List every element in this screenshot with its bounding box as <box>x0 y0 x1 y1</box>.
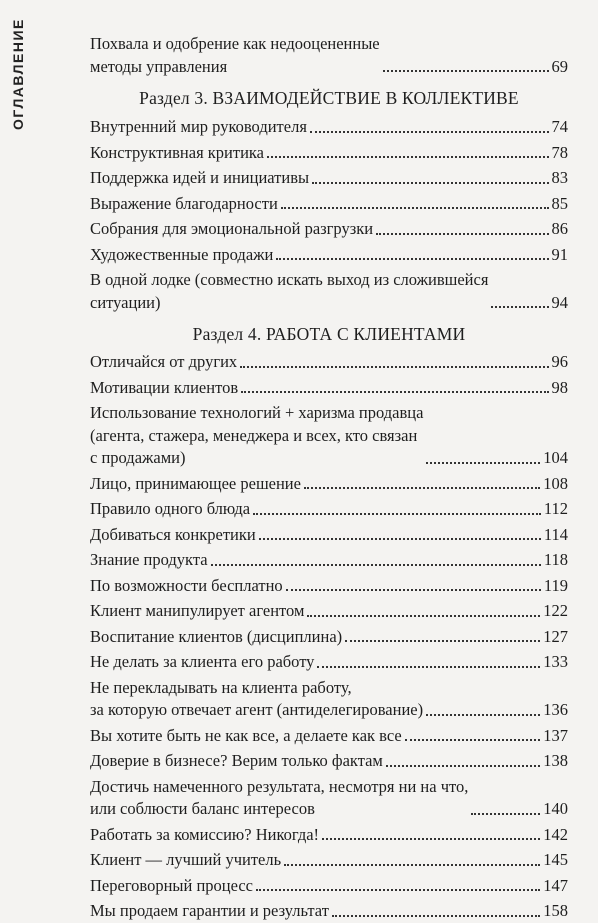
toc-entry-page-number: 86 <box>551 219 568 238</box>
toc-entry-title <box>90 725 402 748</box>
toc-entry-title-line: Собрания для эмоциональной разгрузки <box>90 219 374 238</box>
dot-leader <box>286 589 541 591</box>
toc-entry[interactable] <box>90 549 568 572</box>
toc-entry-page-number: 108 <box>543 473 568 493</box>
toc-entry-title <box>90 351 237 374</box>
toc-entry-title-line: Выражение благодарности <box>90 193 278 213</box>
toc-entry-page-number: 140 <box>543 799 568 818</box>
dot-leader <box>376 233 548 235</box>
toc-entry-title-line: Добиваться конкретики <box>90 524 256 544</box>
toc-entry-title <box>90 244 273 267</box>
dot-leader <box>281 207 549 209</box>
toc-entry-title <box>90 33 380 78</box>
toc-entry-title-line: Мы продаем гарантии и результат <box>90 901 329 920</box>
toc-entry-title-line: Поддержка идей и инициативы <box>90 168 310 187</box>
dot-leader <box>310 131 549 133</box>
toc-entry-title <box>90 626 342 649</box>
toc-entry[interactable] <box>90 351 568 374</box>
toc-entry[interactable] <box>90 750 568 773</box>
toc-entry[interactable] <box>90 116 568 139</box>
toc-entry[interactable] <box>90 600 568 623</box>
toc-entry-title-line: Воспитание клиентов (дисциплина) <box>90 626 343 646</box>
toc-entry-title-line: По возможности бесплатно <box>90 575 283 595</box>
toc-entry-title-line: ситуации) <box>90 292 161 312</box>
toc-entry-page-number: 122 <box>543 601 568 620</box>
toc-entry-page-number: 137 <box>543 725 568 745</box>
toc-entry-page-number: 114 <box>543 524 568 544</box>
toc-entry[interactable] <box>90 524 568 547</box>
toc-entry-page-number: 145 <box>543 850 568 869</box>
toc-entry-title <box>90 549 208 572</box>
toc-entry-title-line: с продажами) <box>90 448 186 467</box>
dot-leader <box>211 564 541 566</box>
toc-entry[interactable] <box>90 473 568 496</box>
toc-entry-page-number: 112 <box>543 499 568 518</box>
dot-leader <box>491 306 548 308</box>
toc-entry[interactable] <box>90 725 568 748</box>
toc-entry[interactable] <box>90 875 568 898</box>
toc-entry-page-number: 118 <box>543 550 568 569</box>
toc-entry-title <box>90 600 304 623</box>
toc-entry[interactable] <box>90 900 568 923</box>
toc-entry-page-number: 83 <box>551 168 568 187</box>
dot-leader <box>253 513 541 515</box>
toc-entry-title-line: (агента, стажера, менеджера и всех, кто связан <box>90 425 418 445</box>
toc-entry-page-number: 127 <box>543 626 568 646</box>
dot-leader <box>276 258 548 260</box>
toc-entry-title <box>90 193 278 216</box>
dot-leader <box>259 538 541 540</box>
toc-entry[interactable] <box>90 626 568 649</box>
toc-entry-page-number: 98 <box>551 377 568 397</box>
toc-entry-title-line: методы управления <box>90 56 228 76</box>
toc-entry-title <box>90 377 238 400</box>
dot-leader <box>345 640 540 642</box>
toc-entry-title <box>90 218 373 241</box>
toc-entry-page-number: 158 <box>543 901 568 920</box>
toc-entry-title-line: за которую отвечает агент (антиделегирование) <box>90 700 424 719</box>
dot-leader <box>471 813 540 815</box>
dot-leader <box>312 182 548 184</box>
toc-entry-title-line: Правило одного блюда <box>90 499 251 518</box>
toc-entry-title-line: Использование технологий + харизма продавца <box>90 403 424 422</box>
table-of-contents <box>90 33 568 923</box>
dot-leader <box>383 70 549 72</box>
toc-entry-title <box>90 116 307 139</box>
toc-entry-title <box>90 776 468 821</box>
dot-leader <box>426 714 540 716</box>
toc-entry-title-line: Внутренний мир руководителя <box>90 117 307 136</box>
toc-entry[interactable] <box>90 824 568 847</box>
toc-entry-title <box>90 900 329 923</box>
dot-leader <box>332 915 540 917</box>
toc-entry-title <box>90 498 250 521</box>
toc-entry-title <box>90 651 314 674</box>
dot-leader <box>405 739 541 741</box>
toc-entry[interactable] <box>90 575 568 598</box>
dot-leader <box>426 462 540 464</box>
dot-leader <box>307 615 540 617</box>
toc-entry-page-number: 85 <box>551 193 568 213</box>
toc-entry-title-line: или соблюсти баланс интересов <box>90 799 315 818</box>
toc-entry[interactable] <box>90 651 568 674</box>
toc-entry-title <box>90 575 283 598</box>
toc-entry[interactable] <box>90 218 568 241</box>
toc-entry-page-number: 91 <box>551 244 568 264</box>
toc-entry-title <box>90 167 309 190</box>
toc-entry-title-line: Не делать за клиента его работу <box>90 652 315 671</box>
toc-entry-title-line: В одной лодке (совместно искать выход из сложившейся <box>90 270 489 289</box>
toc-entry-title-line: Доверие в бизнесе? Верим только фактам <box>90 751 383 770</box>
toc-entry-title <box>90 524 256 547</box>
toc-entry-title <box>90 750 383 773</box>
toc-entry-title-line: Работать за комиссию? Никогда! <box>90 824 320 844</box>
toc-entry-title-line: Мотивации клиентов <box>90 377 239 397</box>
toc-entry[interactable] <box>90 167 568 190</box>
dot-leader <box>322 838 540 840</box>
toc-entry-title-line: Отличайся от других <box>90 352 238 371</box>
toc-entry[interactable] <box>90 677 568 722</box>
toc-entry-page-number: 96 <box>551 352 568 371</box>
toc-entry[interactable] <box>90 244 568 267</box>
toc-entry-page-number: 69 <box>551 56 568 76</box>
toc-entry-title <box>90 677 423 722</box>
toc-entry-title <box>90 824 319 847</box>
toc-entry-title-line: Лицо, принимающее решение <box>90 473 301 493</box>
section-side-label: ОГЛАВЛЕНИЕ <box>10 18 26 130</box>
toc-entry[interactable] <box>90 269 568 314</box>
toc-entry-title-line: Похвала и одобрение как недооцененные <box>90 34 380 53</box>
toc-entry[interactable] <box>90 776 568 821</box>
toc-entry-page-number: 138 <box>543 751 568 770</box>
dot-leader <box>256 889 540 891</box>
dot-leader <box>304 487 540 489</box>
dot-leader <box>240 366 548 368</box>
dot-leader <box>317 666 540 668</box>
toc-entry-title-line: Клиент манипулирует агентом <box>90 601 305 620</box>
toc-entry-title <box>90 875 253 898</box>
dot-leader <box>284 864 540 866</box>
toc-entry[interactable] <box>90 402 568 470</box>
toc-entry-page-number: 147 <box>543 875 568 895</box>
toc-entry[interactable] <box>90 142 568 165</box>
toc-entry[interactable] <box>90 377 568 400</box>
toc-entry[interactable] <box>90 33 568 78</box>
toc-entry-page-number: 142 <box>543 824 568 844</box>
toc-entry-title-line: Не перекладывать на клиента работу, <box>90 677 352 697</box>
toc-entry-page-number: 74 <box>551 117 568 136</box>
toc-entry-title-line: Переговорный процесс <box>90 875 254 895</box>
toc-entry-title-line: Художественные продажи <box>90 244 274 264</box>
toc-entry-title <box>90 269 488 314</box>
toc-entry-page-number: 133 <box>543 652 568 671</box>
toc-entry-page-number: 119 <box>543 575 568 595</box>
toc-entry-title <box>90 402 423 470</box>
toc-entry-title-line: Конструктивная критика <box>90 142 265 162</box>
toc-entry-page-number: 136 <box>543 700 568 719</box>
section-heading: Раздел 3. ВЗАИМОДЕЙСТВИЕ В КОЛЛЕКТИВЕ <box>139 88 519 108</box>
toc-entry-title-line: Клиент — лучший учитель <box>90 850 282 869</box>
toc-entry[interactable] <box>90 849 568 872</box>
dot-leader <box>267 156 548 158</box>
dot-leader <box>386 765 540 767</box>
toc-entry[interactable] <box>90 193 568 216</box>
dot-leader <box>241 391 548 393</box>
toc-entry-title-line: Достичь намеченного результата, несмотря ни на что, <box>90 776 469 796</box>
toc-entry-page-number: 78 <box>551 142 568 162</box>
toc-entry[interactable] <box>90 498 568 521</box>
toc-entry-title-line: Вы хотите быть не как все, а делаете как все <box>90 725 402 745</box>
toc-entry-page-number: 94 <box>551 292 568 312</box>
toc-entry-title <box>90 473 301 496</box>
section-heading: Раздел 4. РАБОТА С КЛИЕНТАМИ <box>192 324 466 344</box>
toc-entry-title <box>90 849 281 872</box>
toc-entry-title-line: Знание продукта <box>90 550 208 569</box>
toc-entry-page-number: 104 <box>543 448 568 467</box>
toc-entry-title <box>90 142 264 165</box>
